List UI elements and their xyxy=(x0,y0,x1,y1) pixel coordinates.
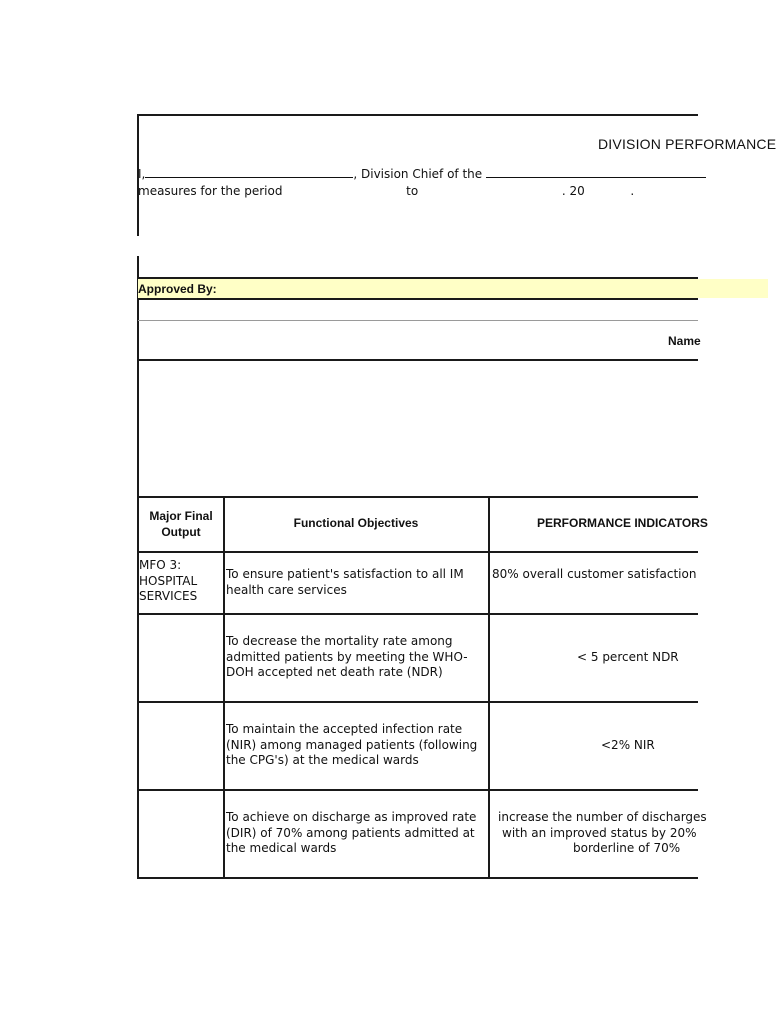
row-2-indicator: < 5 percent NDR xyxy=(577,650,679,664)
approved-by-label: Approved By: xyxy=(138,282,217,296)
table-top-border xyxy=(137,496,698,498)
approval-bottom-border xyxy=(137,298,698,300)
row-2-objective: To decrease the mortality rate among admitted patients by meeting the WHO-DOH accepted net death rate (NDR) xyxy=(226,634,468,679)
name-blank xyxy=(145,167,353,178)
header-performance-indicators: PERFORMANCE INDICATORS xyxy=(537,516,708,530)
top-border xyxy=(137,114,698,116)
row-2-bottom-border xyxy=(137,701,698,703)
header-major-final-output: Major Final Output xyxy=(149,509,213,539)
intro-to: to xyxy=(406,184,419,198)
intro-line-1 xyxy=(138,168,698,182)
table-left-border xyxy=(137,496,139,879)
row-4-indicator-line-2: with an improved status by 20% xyxy=(502,826,697,840)
row-1-indicator: 80% overall customer satisfaction xyxy=(492,567,697,581)
approved-band xyxy=(138,279,768,298)
row-4-indicator-line-1: increase the number of discharges xyxy=(498,810,707,824)
col-divider-2 xyxy=(488,496,490,879)
page-title: DIVISION PERFORMANCE xyxy=(598,136,776,152)
header-functional-objectives: Functional Objectives xyxy=(293,516,419,530)
intro-end: . xyxy=(630,184,635,198)
intro-year: . 20 xyxy=(561,184,585,198)
name-label: Name xyxy=(668,334,701,348)
name-row-bottom-border xyxy=(137,359,698,361)
intro-period: measures for the period xyxy=(138,184,283,198)
intro-line-2 xyxy=(138,184,698,198)
table-header-bottom-border xyxy=(137,551,698,553)
intro-division-chief: , Division Chief of the xyxy=(353,167,483,181)
col-divider-1 xyxy=(223,496,225,879)
row-4-objective: To achieve on discharge as improved rate (DIR) of 70% among patients admitted at the medical wards xyxy=(226,810,477,855)
row-4-indicator-line-3: borderline of 70% xyxy=(573,841,681,855)
row-1-mfo: MFO 3: HOSPITAL SERVICES xyxy=(139,558,198,603)
table-bottom-border xyxy=(137,877,698,879)
row-3-indicator: <2% NIR xyxy=(601,738,655,752)
row-3-bottom-border xyxy=(137,789,698,791)
intro-prefix: I, xyxy=(138,167,146,181)
row-3-objective: To maintain the accepted infection rate (NIR) among managed patients (following the CPG's) at the medical wards xyxy=(226,722,478,767)
row-1-objective: To ensure patient's satisfaction to all IM health care services xyxy=(226,567,464,597)
approval-gray-divider xyxy=(138,320,698,321)
row-1-bottom-border xyxy=(137,613,698,615)
division-blank xyxy=(486,167,706,178)
